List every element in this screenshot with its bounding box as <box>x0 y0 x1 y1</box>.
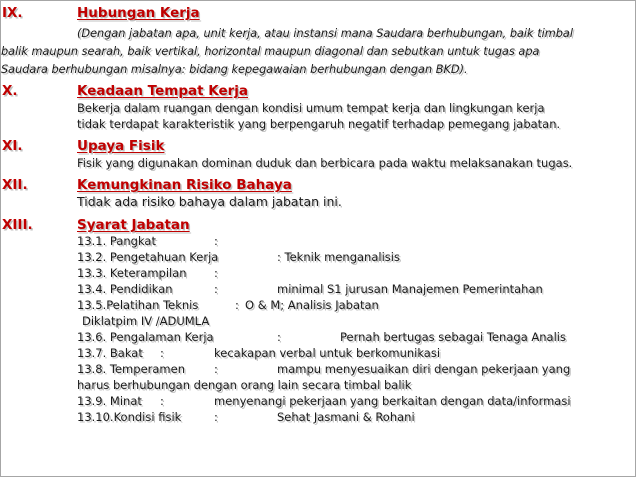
requirement-label: 13.9. Minat <box>77 394 142 408</box>
requirement-label: 13.6. Pengalaman Kerja <box>77 330 214 344</box>
requirement-continuation: harus berhubungan dengan orang lain secara timbal balik <box>77 378 412 392</box>
section-x-line-2: tidak terdapat karakteristik yang berpengaruh negatif terhadap pemegang jabatan. <box>77 117 561 131</box>
section-xi-line-1: Fisik yang digunakan dominan duduk dan berbicara pada waktu melaksanakan tugas. <box>77 156 573 170</box>
requirement-continuation: Diklatpim IV /ADUMLA <box>82 314 210 328</box>
section-x-title: Keadaan Tempat Kerja <box>77 83 249 99</box>
section-xi-number: XI. <box>2 138 23 154</box>
requirement-label: 13.1. Pangkat <box>77 234 156 248</box>
section-ix-line-2: balik maupun searah, baik vertikal, horizontal maupun diagonal dan sebutkan untuk tugas apa <box>1 45 540 58</box>
section-x-number: X. <box>2 83 18 99</box>
requirement-value: mampu menyesuaikan diri dengan pekerjaan yang <box>277 362 571 376</box>
requirement-colon: : <box>277 330 281 344</box>
section-x-line-1: Bekerja dalam ruangan dengan kondisi umum tempat kerja dan lingkungan kerja <box>77 101 545 115</box>
requirement-label: 13.5.Pelatihan Teknis <box>77 298 199 312</box>
requirement-colon: : <box>214 282 218 296</box>
section-xii-line-1: Tidak ada risiko bahaya dalam jabatan ini. <box>77 194 342 209</box>
section-ix-line-3: Saudara berhubungan misalnya: bidang kepegawaian berhubungan dengan BKD). <box>1 63 468 76</box>
section-xii-number: XII. <box>2 177 28 193</box>
requirement-value: minimal S1 jurusan Manajemen Pemerintahan <box>277 282 543 296</box>
section-ix-line-1: (Dengan jabatan apa, unit kerja, atau instansi mana Saudara berhubungan, baik timbal <box>77 27 573 40</box>
requirement-colon: : <box>214 362 218 376</box>
requirement-label: 13.2. Pengetahuan Kerja <box>77 250 219 264</box>
requirement-label: 13.10.Kondisi fisik <box>77 410 182 424</box>
section-xii-title: Kemungkinan Risiko Bahaya <box>77 177 292 193</box>
section-ix-number: IX. <box>2 5 23 21</box>
requirement-colon: : <box>235 298 239 312</box>
requirement-colon: : <box>160 394 164 408</box>
section-xiii-title: Syarat Jabatan <box>77 217 190 233</box>
requirement-colon: : <box>160 346 164 360</box>
requirement-value: kecakapan verbal untuk berkomunikasi <box>214 346 441 360</box>
requirement-label: 13.8. Temperamen <box>77 362 185 376</box>
requirement-label: 13.3. Keterampilan <box>77 266 187 280</box>
requirement-value: menyenangi pekerjaan yang berkaitan dengan data/informasi <box>214 394 571 408</box>
requirement-value: Pernah bertugas sebagai Tenaga Analis <box>340 330 566 344</box>
requirement-label: 13.4. Pendidikan <box>77 282 173 296</box>
section-ix-title: Hubungan Kerja <box>77 5 200 21</box>
requirement-value: Sehat Jasmani & Rohani <box>277 410 415 424</box>
requirement-colon: : <box>214 266 218 280</box>
requirement-colon: : <box>214 234 218 248</box>
requirement-value: O & M; Analisis Jabatan <box>245 298 379 312</box>
section-xiii-number: XIII. <box>2 217 33 233</box>
requirement-colon: : <box>214 410 218 424</box>
section-xi-title: Upaya Fisik <box>77 138 165 154</box>
requirement-label: 13.7. Bakat <box>77 346 143 360</box>
requirement-value: : Teknik menganalisis <box>277 250 400 264</box>
